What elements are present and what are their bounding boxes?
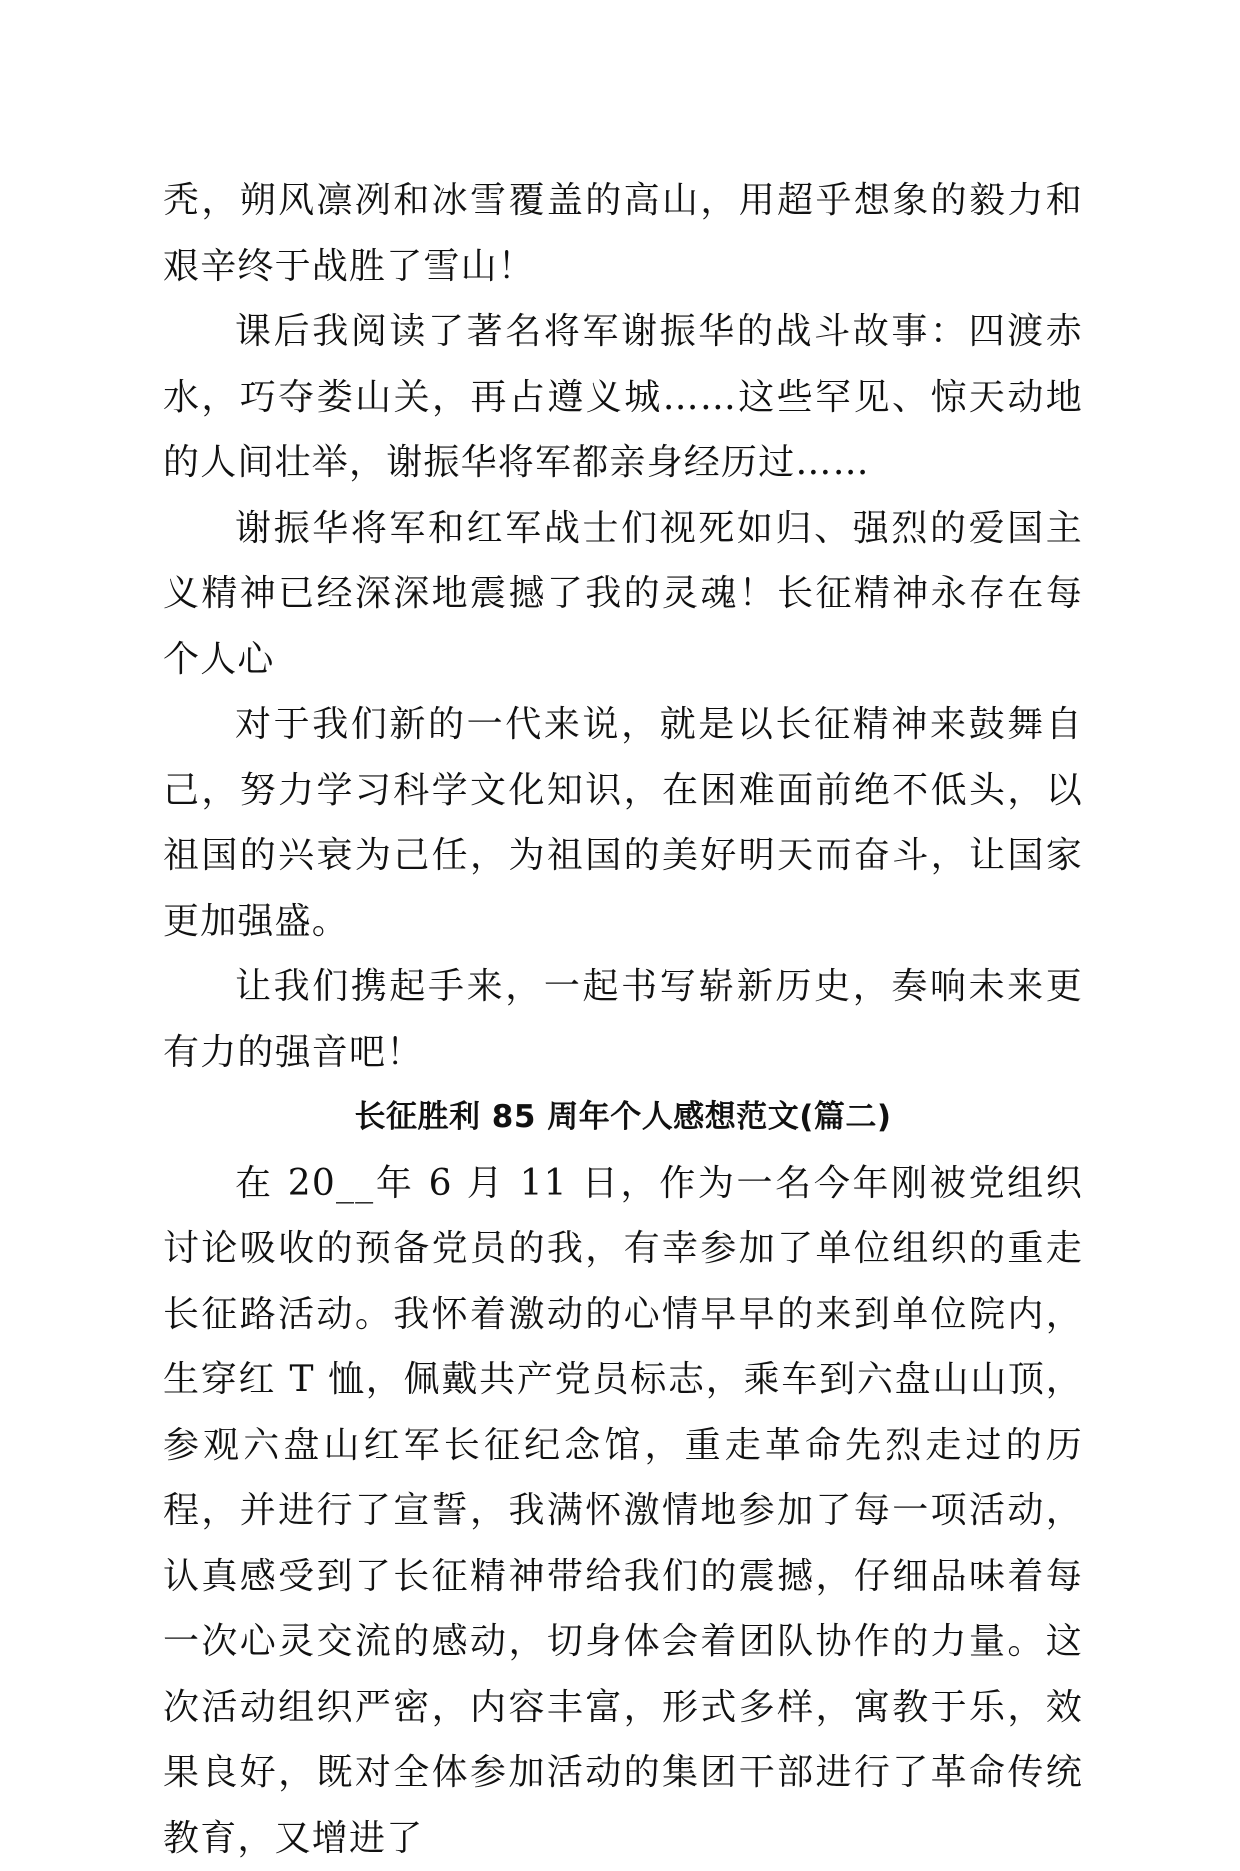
section-title: 长征胜利 85 周年个人感想范文(篇二) <box>163 1085 1083 1151</box>
paragraph-new-generation: 对于我们新的一代来说，就是以长征精神来鼓舞自己，努力学习科学文化知识，在困难面前绝不低头，以祖国的兴衰为己任，为祖国的美好明天而奋斗，让国家更加强盛。 <box>163 692 1083 954</box>
document-body <box>163 168 1083 1871</box>
paragraph-long-march-activity: 在 20__年 6 月 11 日，作为一名今年刚被党组织讨论吸收的预备党员的我，有幸参加了单位组织的重走长征路活动。我怀着激动的心情早早的来到单位院内，生穿红 T 恤，佩戴共产党员标志，乘车到六盘山山顶，参观六盘山红军长征纪念馆，重走革命先烈走过的历程，并进行了宣誓，我满怀激情地参加了每一项活动，认真感受到了长征精神带给我们的震撼，仔细品味着每一次心灵交流的感动，切身体会着团队协作的力量。这次活动组织严密，内容丰富，形式多样，寓教于乐，效果良好，既对全体参加活动的集团干部进行了革命传统教育，又增进了 <box>163 1151 1083 1871</box>
paragraph-xie-zhenhua-story: 课后我阅读了著名将军谢振华的战斗故事：四渡赤水，巧夺娄山关，再占遵义城……这些罕见、惊天动地的人间壮举，谢振华将军都亲身经历过…… <box>163 299 1083 496</box>
paragraph-join-hands: 让我们携起手来，一起书写崭新历史，奏响未来更有力的强音吧！ <box>163 954 1083 1085</box>
paragraph-patriotic-spirit: 谢振华将军和红军战士们视死如归、强烈的爱国主义精神已经深深地震撼了我的灵魂！长征精神永存在每个人心 <box>163 496 1083 693</box>
paragraph-snow-mountain: 秃，朔风凛冽和冰雪覆盖的高山，用超乎想象的毅力和艰辛终于战胜了雪山！ <box>163 168 1083 299</box>
